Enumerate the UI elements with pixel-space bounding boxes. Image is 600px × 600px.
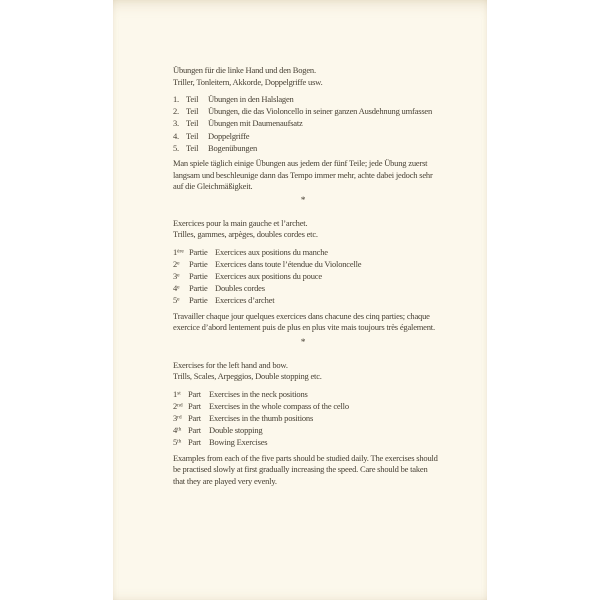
ordinal-suffix: e: [177, 296, 180, 303]
part-number: [173, 246, 189, 258]
german-title-line: Übungen für die linke Hand und den Bogen.: [173, 65, 316, 75]
paragraph-line: Examples from each of the five parts should be studied daily. The exercises should: [173, 452, 438, 463]
ordinal-suffix: rd: [177, 414, 182, 421]
part-label: Part: [188, 412, 201, 423]
part-description: Bowing Exercises: [209, 437, 268, 448]
french-title-line: Trilles, gammes, arpèges, doubles cordes etc.: [173, 229, 318, 240]
part-description: Exercices dans toute l’étendue du Violoncelle: [215, 258, 362, 269]
list-row: [173, 142, 465, 154]
list-row: [173, 270, 465, 282]
part-number: 3.: [173, 118, 179, 129]
part-description: Doppelgriffe: [208, 130, 250, 141]
part-description: Übungen mit Daumenaufsatz: [208, 118, 303, 129]
ordinal-suffix: ère: [177, 248, 184, 255]
ordinal-suffix: nd: [177, 402, 183, 409]
part-label: Partie: [189, 258, 208, 269]
part-number: 5.: [173, 142, 179, 153]
english-title: [173, 360, 465, 383]
part-description: Übungen, die das Violoncello in seiner ganzen Ausdehnung umfassen: [208, 106, 433, 117]
part-number-value: 1: [173, 246, 178, 257]
french-parts-list: [173, 246, 465, 307]
part-label: Part: [188, 425, 201, 436]
list-row: [173, 130, 465, 142]
section-german: [173, 65, 465, 193]
list-row: [173, 412, 465, 424]
paragraph-line: exercice d’abord lentement puis de plus en plus vite mais toujours très également.: [173, 322, 435, 333]
part-number: [173, 424, 188, 436]
part-description: Doubles cordes: [215, 283, 265, 294]
english-parts-list: [173, 388, 465, 449]
page-content: [173, 65, 465, 487]
part-label: Partie: [189, 270, 208, 281]
ordinal-suffix: e: [177, 272, 180, 279]
list-row: [173, 436, 465, 448]
part-number-value: 5: [173, 295, 178, 306]
part-description: Double stopping: [209, 425, 263, 436]
french-paragraph: [173, 311, 465, 334]
part-label: Teil: [186, 118, 199, 129]
list-row: [173, 400, 465, 412]
part-label: Partie: [189, 246, 208, 257]
english-title-line: Exercises for the left hand and bow.: [173, 359, 288, 370]
part-number: [173, 412, 188, 424]
ordinal-suffix: st: [177, 390, 181, 397]
part-label: Part: [188, 400, 201, 411]
french-title: [173, 218, 465, 241]
section-english: [173, 360, 465, 488]
list-row: [173, 294, 465, 306]
list-row: [173, 105, 465, 117]
paragraph-line: Man spiele täglich einige Übungen aus jedem der fünf Teile; jede Übung zuerst: [173, 158, 428, 169]
book-page: [113, 0, 487, 600]
part-number: [173, 270, 189, 282]
part-description: Exercises in the whole compass of the cello: [209, 400, 349, 411]
part-label: Part: [188, 437, 201, 448]
part-number-value: 4: [173, 425, 178, 436]
part-number: 4.: [173, 130, 179, 141]
paragraph-line: langsam und beschleunige dann das Tempo immer mehr, achte dabei jedoch sehr: [173, 169, 433, 180]
part-description: Exercises in the thumb positions: [209, 412, 314, 423]
part-number: [173, 294, 189, 306]
part-number: [173, 258, 189, 270]
part-number-value: 1: [173, 388, 178, 399]
part-label: Partie: [189, 295, 208, 306]
separator-asterisk: *: [300, 337, 306, 348]
part-number-value: 3: [173, 412, 178, 423]
part-description: Übungen in den Halslagen: [208, 94, 294, 104]
part-number-value: 2: [173, 400, 178, 411]
part-number-value: 2: [173, 258, 178, 269]
paragraph-line: that they are played very evenly.: [173, 475, 277, 486]
ordinal-suffix: e: [177, 260, 180, 267]
ordinal-suffix: th: [177, 438, 182, 445]
part-number-value: 3: [173, 270, 178, 281]
paragraph-line: be practised slowly at first gradually increasing the speed. Care should be taken: [173, 464, 428, 475]
part-description: Exercices aux positions du pouce: [215, 270, 322, 281]
part-number: 2.: [173, 106, 179, 117]
part-label: Part: [188, 388, 201, 399]
list-row: [173, 117, 465, 129]
german-parts-list: [173, 93, 465, 154]
list-row: [173, 246, 465, 258]
german-title-line: Triller, Tonleitern, Akkorde, Doppelgriffe usw.: [173, 76, 323, 87]
french-title-line: Exercices pour la main gauche et l’archet.: [173, 217, 308, 228]
list-row: [173, 388, 465, 400]
part-label: Teil: [186, 106, 199, 117]
list-row: [173, 282, 465, 294]
part-number: [173, 282, 189, 294]
part-description: Exercices aux positions du manche: [215, 246, 328, 257]
section-french: [173, 218, 465, 334]
german-title: [173, 65, 465, 88]
part-description: Bogenübungen: [208, 142, 258, 153]
german-paragraph: [173, 158, 465, 193]
paragraph-line: Travailler chaque jour quelques exercices dans chacune des cinq parties; chaque: [173, 310, 430, 321]
list-row: [173, 93, 465, 105]
part-label: Teil: [186, 94, 199, 104]
part-number-value: 4: [173, 283, 178, 294]
part-description: Exercises in the neck positions: [209, 388, 308, 399]
paragraph-line: auf die Gleichmäßigkeit.: [173, 181, 253, 192]
english-paragraph: [173, 453, 465, 488]
part-label: Teil: [186, 130, 199, 141]
part-number: [173, 436, 188, 448]
list-row: [173, 258, 465, 270]
separator-asterisk: *: [300, 195, 306, 206]
part-number-value: 5: [173, 437, 178, 448]
part-label: Partie: [189, 283, 208, 294]
english-title-line: Trills, Scales, Arpeggios, Double stopping etc.: [173, 371, 322, 382]
list-row: [173, 424, 465, 436]
part-description: Exercices d’archet: [215, 295, 275, 306]
part-number: [173, 400, 188, 412]
part-number: [173, 388, 188, 400]
ordinal-suffix: e: [177, 284, 180, 291]
ordinal-suffix: th: [177, 426, 182, 433]
part-label: Teil: [186, 142, 199, 153]
part-number: 1.: [173, 94, 179, 104]
